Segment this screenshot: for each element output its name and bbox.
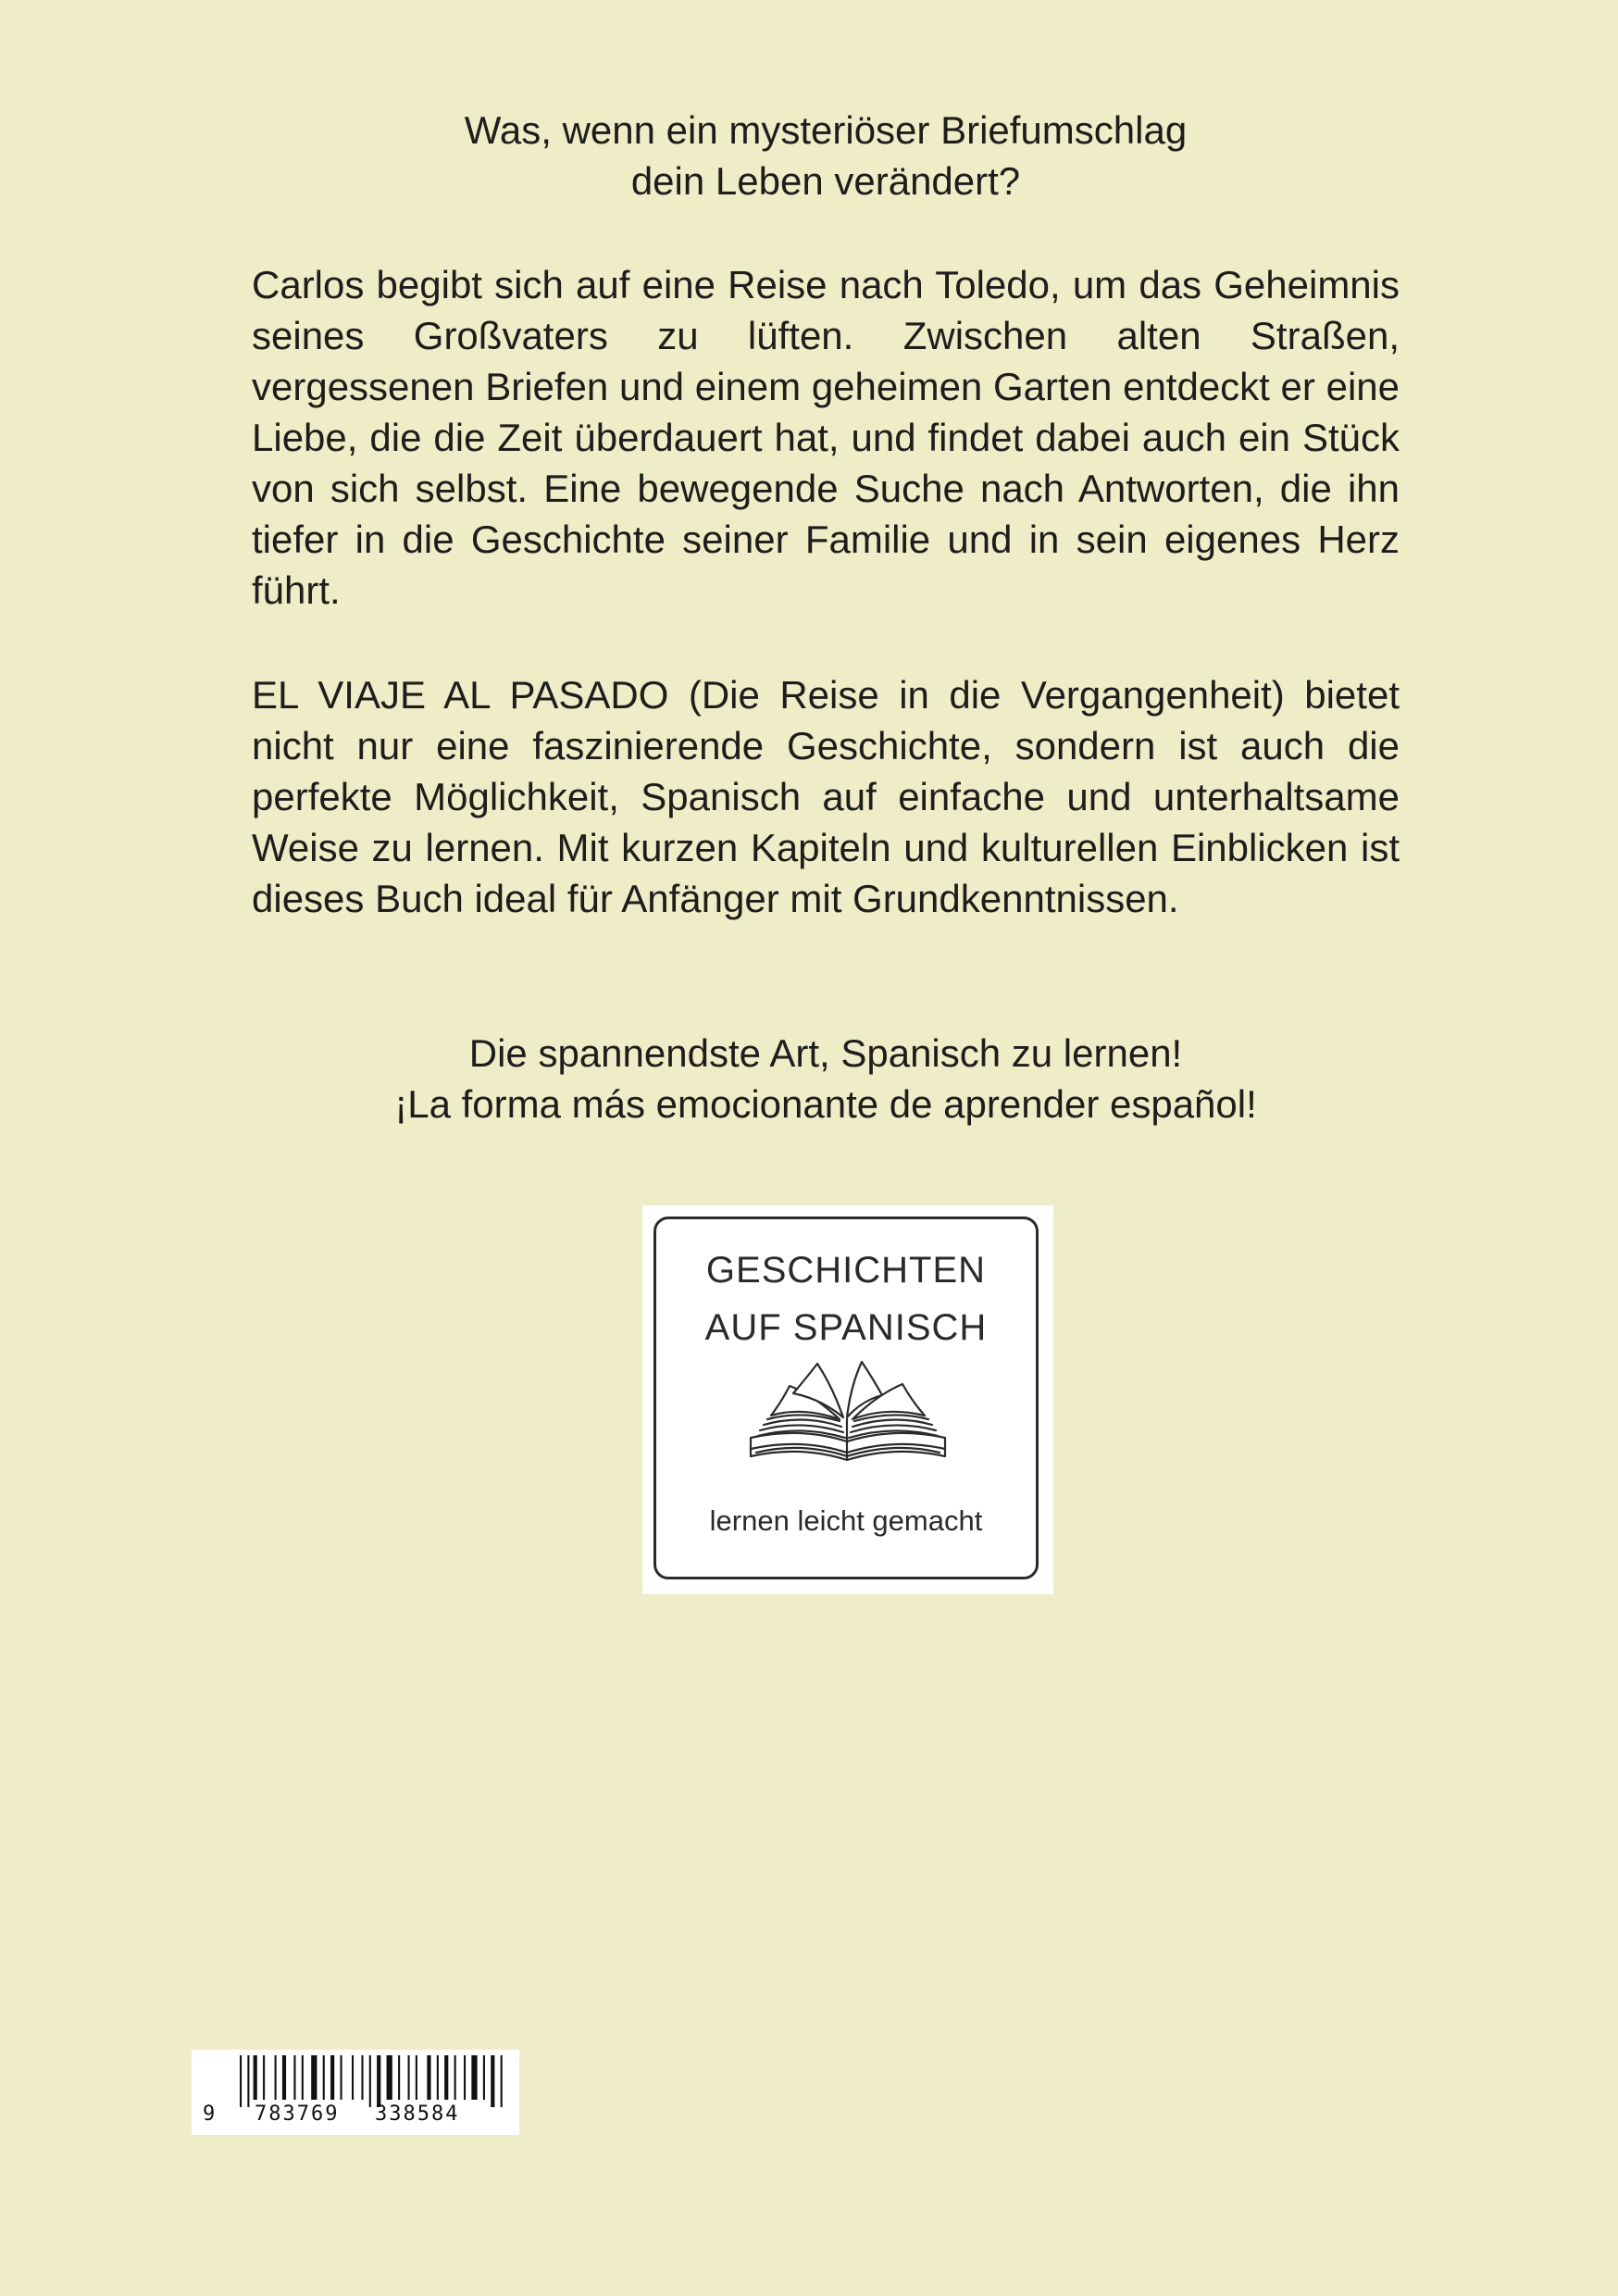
series-logo-frame (653, 1217, 1039, 1579)
series-subtitle: lernen leicht gemacht (709, 1504, 983, 1537)
blurb-paragraph-story: Carlos begibt sich auf eine Reise nach Toledo, um das Geheimnis seines Großvaters zu lüften. Zwischen alten Straßen, vergessenen Briefen und einem geheimen Garten entdeckt er eine Liebe, die die Zeit überdauert hat, und findet dabei auch ein Stück von sich selbst. Eine bewegende Suche nach Antworten, die ihn tiefer in die Geschichte seiner Familie und in sein eigenes Herz führt. (252, 263, 1400, 612)
tagline-line-1: Was, wenn ein mysteriöser Briefumschlag (464, 108, 1188, 152)
barcode-bar (464, 2055, 466, 2100)
barcode-bar (416, 2055, 417, 2100)
barcode-bar (263, 2055, 265, 2100)
barcode-bar (501, 2055, 503, 2107)
barcode-bar (340, 2055, 342, 2100)
isbn-barcode (192, 2050, 519, 2135)
barcode-bar (454, 2055, 456, 2100)
barcode-bar (311, 2055, 317, 2100)
blurb-paragraph-learning: EL VIAJE AL PASADO (Die Reise in die Vergangenheit) bietet nicht nur eine faszinierende Geschichte, sondern ist auch die perfekte Möglichkeit, Spanisch auf einfache und unterhaltsame Weise zu lernen. Mit kurzen Kapiteln und kulturellen Einblicken ist dieses Buch ideal für Anfänger mit Grundkenntnissen. (252, 673, 1400, 920)
barcode-bar (302, 2055, 304, 2100)
barcode-bar (369, 2055, 371, 2107)
barcode-bar (254, 2055, 257, 2100)
barcode-bar (491, 2055, 494, 2107)
open-book-icon (747, 1358, 951, 1479)
barcode-bar (323, 2055, 325, 2100)
barcode-bar (247, 2055, 249, 2107)
barcode-bar (398, 2055, 400, 2100)
barcode-bar (444, 2055, 448, 2100)
barcode-left-digits: 783769 (255, 2103, 340, 2126)
barcode-bar (275, 2055, 277, 2100)
slogan-spanish: ¡La forma más emocionante de aprender español! (394, 1082, 1257, 1126)
series-title-line-2: AUF SPANISCH (704, 1307, 988, 1348)
barcode-bar (483, 2055, 485, 2100)
tagline-line-2: dein Leben verändert? (630, 159, 1021, 203)
barcode-bar (408, 2055, 410, 2100)
barcode-bar (352, 2055, 354, 2100)
series-title-line-1: GESCHICHTEN (705, 1250, 987, 1291)
barcode-bar (387, 2055, 392, 2100)
barcode-right-digits: 338584 (375, 2103, 460, 2126)
series-logo (642, 1205, 1053, 1594)
barcode-bar (293, 2055, 295, 2100)
barcode-digits (203, 2102, 508, 2231)
barcode-bar (361, 2055, 363, 2100)
barcode-bar (437, 2055, 439, 2100)
tagline (252, 105, 1400, 206)
barcode-bar (282, 2055, 286, 2100)
slogan-german: Die spannendste Art, Spanisch zu lernen! (468, 1031, 1183, 1075)
barcode-first-digit: 9 (203, 2103, 216, 2126)
barcode-bar (240, 2055, 242, 2107)
barcode-bars (240, 2055, 508, 2107)
barcode-bar (427, 2055, 430, 2100)
series-title (656, 1242, 1036, 1356)
barcode-bar (471, 2055, 477, 2100)
barcode-bar (330, 2055, 334, 2100)
closing-slogan (252, 1028, 1400, 1129)
barcode-bar (377, 2055, 380, 2107)
